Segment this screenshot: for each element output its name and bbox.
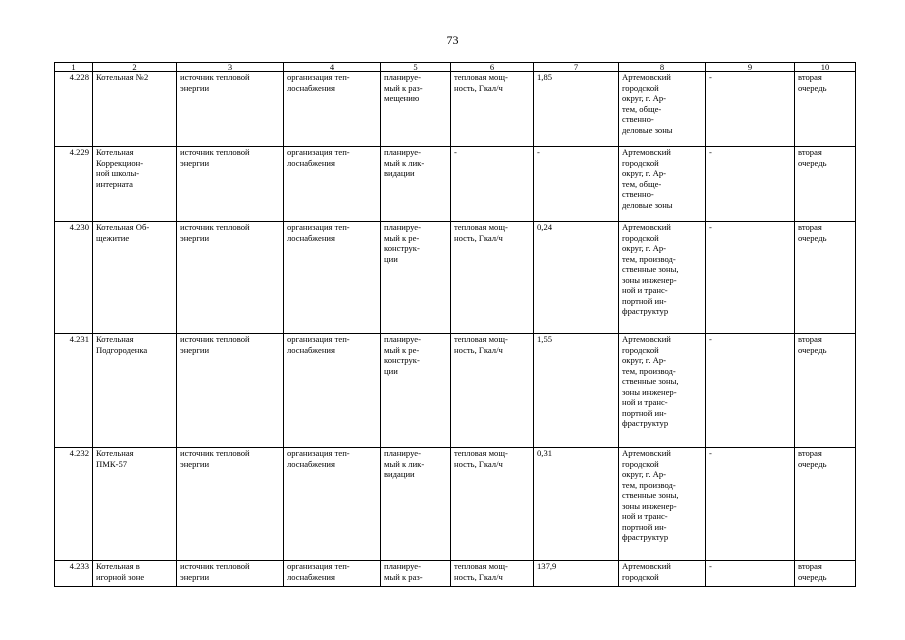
- table-row: [55, 147, 856, 222]
- column-number-row: [55, 63, 856, 72]
- object-type: источник тепловой энергии: [177, 561, 284, 587]
- row-number: 4.231: [55, 334, 93, 448]
- column-9-value: -: [706, 222, 795, 334]
- row-number: 4.233: [55, 561, 93, 587]
- column-header: 3: [177, 63, 284, 72]
- column-header: 8: [619, 63, 706, 72]
- column-9-value: -: [706, 448, 795, 561]
- column-header: 9: [706, 63, 795, 72]
- column-9-value: -: [706, 561, 795, 587]
- row-number: 4.229: [55, 147, 93, 222]
- object-name: Котельная Подгороденка: [93, 334, 177, 448]
- location: Артемовский городской: [619, 561, 706, 587]
- object-status: планируе- мый к раз- мещению: [381, 72, 451, 147]
- page-number: 73: [446, 33, 459, 47]
- stage: вторая очередь: [795, 448, 856, 561]
- stage: вторая очередь: [795, 147, 856, 222]
- object-type: источник тепловой энергии: [177, 222, 284, 334]
- row-number: 4.230: [55, 222, 93, 334]
- organization: организация теп- лоснабжения: [284, 561, 381, 587]
- table-row: [55, 334, 856, 448]
- column-9-value: -: [706, 72, 795, 147]
- parameter-value: 137,9: [534, 561, 619, 587]
- parameter: тепловая мощ- ность, Гкал/ч: [451, 334, 534, 448]
- column-header: 4: [284, 63, 381, 72]
- location: Артемовский городской округ, г. Ар- тем, обще- ственно- деловые зоны: [619, 147, 706, 222]
- location: Артемовский городской округ, г. Ар- тем, производ- ственные зоны, зоны инженер- ной и транс- портной ин- фраструктур: [619, 448, 706, 561]
- table-row: [55, 561, 856, 587]
- column-header: 5: [381, 63, 451, 72]
- stage: вторая очередь: [795, 222, 856, 334]
- column-header: 2: [93, 63, 177, 72]
- object-name: Котельная №2: [93, 72, 177, 147]
- object-status: планируе- мый к ре- конструк- ции: [381, 222, 451, 334]
- data-table: [54, 62, 856, 587]
- parameter: тепловая мощ- ность, Гкал/ч: [451, 72, 534, 147]
- row-number: 4.232: [55, 448, 93, 561]
- organization: организация теп- лоснабжения: [284, 334, 381, 448]
- location: Артемовский городской округ, г. Ар- тем, производ- ственные зоны, зоны инженер- ной и транс- портной ин- фраструктур: [619, 334, 706, 448]
- object-name: Котельная Об- щежитие: [93, 222, 177, 334]
- object-type: источник тепловой энергии: [177, 72, 284, 147]
- parameter-value: 1,55: [534, 334, 619, 448]
- object-name: Котельная в игорной зоне: [93, 561, 177, 587]
- object-name: Котельная Коррекцион- ной школы- интерната: [93, 147, 177, 222]
- stage: вторая очередь: [795, 334, 856, 448]
- parameter: тепловая мощ- ность, Гкал/ч: [451, 448, 534, 561]
- column-9-value: -: [706, 147, 795, 222]
- stage: вторая очередь: [795, 561, 856, 587]
- object-status: планируе- мый к раз-: [381, 561, 451, 587]
- parameter-value: 0,24: [534, 222, 619, 334]
- object-type: источник тепловой энергии: [177, 334, 284, 448]
- object-status: планируе- мый к лик- видации: [381, 147, 451, 222]
- object-name: Котельная ПМК-57: [93, 448, 177, 561]
- column-header: 6: [451, 63, 534, 72]
- column-9-value: -: [706, 334, 795, 448]
- table-row: [55, 72, 856, 147]
- organization: организация теп- лоснабжения: [284, 222, 381, 334]
- table-row: [55, 448, 856, 561]
- object-status: планируе- мый к лик- видации: [381, 448, 451, 561]
- stage: вторая очередь: [795, 72, 856, 147]
- row-number: 4.228: [55, 72, 93, 147]
- parameter: -: [451, 147, 534, 222]
- object-type: источник тепловой энергии: [177, 147, 284, 222]
- parameter: тепловая мощ- ность, Гкал/ч: [451, 561, 534, 587]
- parameter-value: 1,85: [534, 72, 619, 147]
- location: Артемовский городской округ, г. Ар- тем, обще- ственно- деловые зоны: [619, 72, 706, 147]
- column-header: 7: [534, 63, 619, 72]
- column-header: 1: [55, 63, 93, 72]
- organization: организация теп- лоснабжения: [284, 147, 381, 222]
- location: Артемовский городской округ, г. Ар- тем, производ- ственные зоны, зоны инженер- ной и транс- портной ин- фраструктур: [619, 222, 706, 334]
- parameter: тепловая мощ- ность, Гкал/ч: [451, 222, 534, 334]
- organization: организация теп- лоснабжения: [284, 448, 381, 561]
- organization: организация теп- лоснабжения: [284, 72, 381, 147]
- object-status: планируе- мый к ре- конструк- ции: [381, 334, 451, 448]
- parameter-value: -: [534, 147, 619, 222]
- object-type: источник тепловой энергии: [177, 448, 284, 561]
- table-row: [55, 222, 856, 334]
- parameter-value: 0,31: [534, 448, 619, 561]
- column-header: 10: [795, 63, 856, 72]
